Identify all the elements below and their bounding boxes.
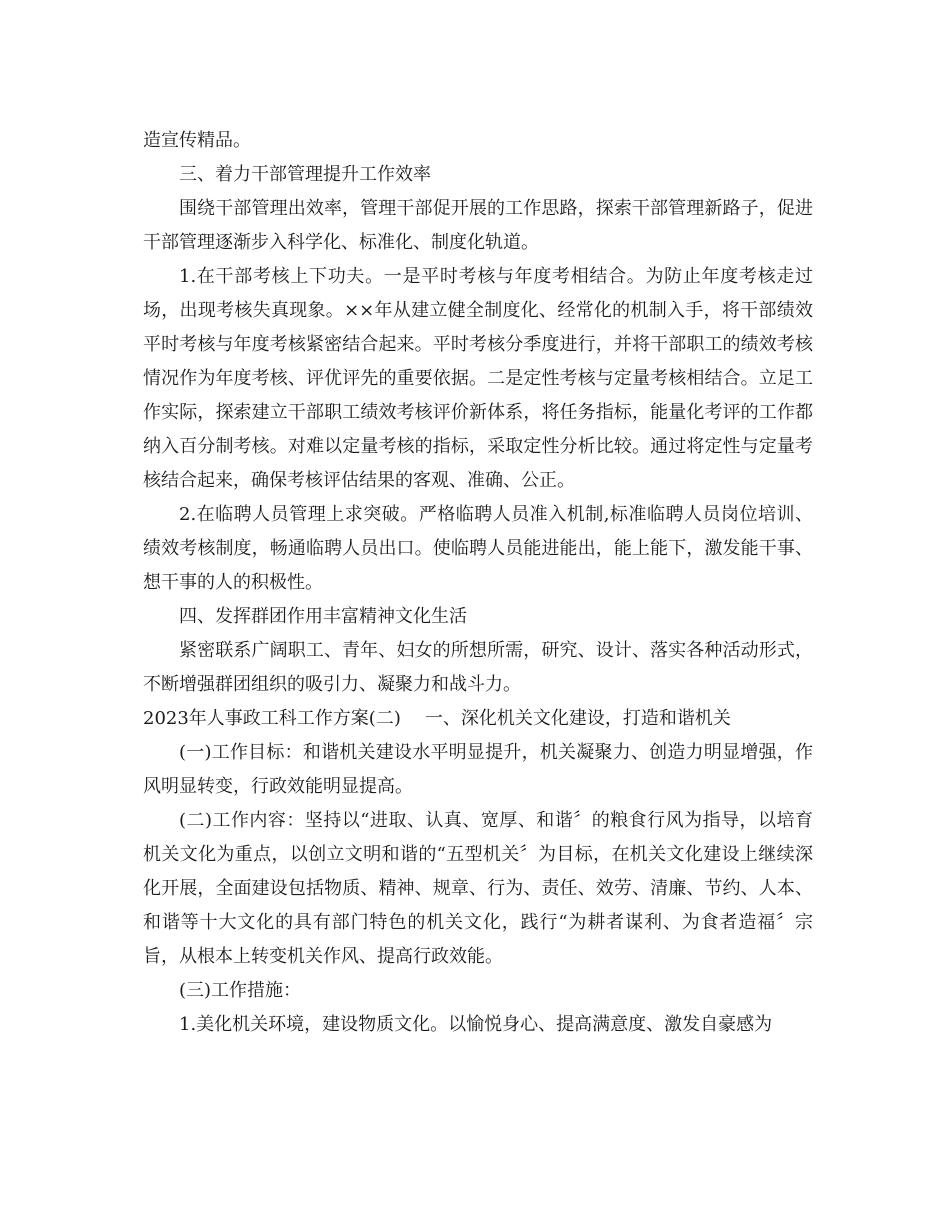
paragraph-environment: 1.美化机关环境，建设物质文化。以愉悦身心、提高满意度、激发自豪感为 — [179, 1014, 773, 1035]
paragraph-temp-staff: 2.在临聘人员管理上求突破。严格临聘人员准入机制,标准临聘人员岗位培训、绩效考核制度，畅通临聘人员出口。使临聘人员能进能出，能上能下，激发能干事、想干事的人的积极性。 — [143, 504, 813, 593]
paragraph-work-measures: (三)工作措施： — [179, 980, 302, 1001]
paragraph-cadre-management: 围绕干部管理出效率，管理干部促开展的工作思路，探索干部管理新路子，促进干部管理逐渐步入科学化、标准化、制度化轨道。 — [143, 198, 813, 253]
section-first-item: 一、深化机关文化建设，打造和谐机关 — [424, 708, 731, 729]
section-title: 2023年人事政工科工作方案(二) — [143, 708, 401, 729]
document-body — [143, 124, 813, 1042]
paragraph-mass-organizations: 紧密联系广阔职工、青年、妇女的所想所需，研究、设计、落实各种活动形式，不断增强群团组织的吸引力、凝聚力和战斗力。 — [143, 640, 813, 695]
paragraph-assessment: 1.在干部考核上下功夫。一是平时考核与年度考相结合。为防止年度考核走过场，出现考核失真现象。××年从建立健全制度化、经常化的机制入手，将干部绩效平时考核与年度考核紧密结合起来。平时考核分季度进行，并将干部职工的绩效考核情况作为年度考核、评优评先的重要依据。二是定性考核与定量考核相结合。立足工作实际，探索建立干部职工绩效考核评价新体系，将任务指标，能量化考评的工作都纳入百分制考核。对难以定量考核的指标，采取定性分析比较。通过将定性与定量考核结合起来，确保考核评估结果的客观、准确、公正。 — [143, 266, 813, 491]
section-heading — [143, 702, 813, 736]
heading-four: 四、发挥群团作用丰富精神文化生活 — [179, 606, 467, 627]
paragraph-continuation: 造宣传精品。 — [143, 130, 251, 151]
heading-three: 三、着力干部管理提升工作效率 — [179, 164, 431, 185]
paragraph-work-content: (二)工作内容：坚持以“进取、认真、宽厚、和谐〞的粮食行风为指导，以培育机关文化为重点，以创立文明和谐的“五型机关〞为目标，在机关文化建设上继续深化开展，全面建设包括物质、精神、规章、行为、责任、效劳、清廉、节约、人本、和谐等十大文化的具有部门特色的机关文化，践行“为耕者谋利、为食者造福〞宗旨，从根本上转变机关作风、提高行政效能。 — [143, 810, 813, 967]
paragraph-work-goal: (一)工作目标：和谐机关建设水平明显提升，机关凝聚力、创造力明显增强，作风明显转变，行政效能明显提高。 — [143, 742, 813, 797]
